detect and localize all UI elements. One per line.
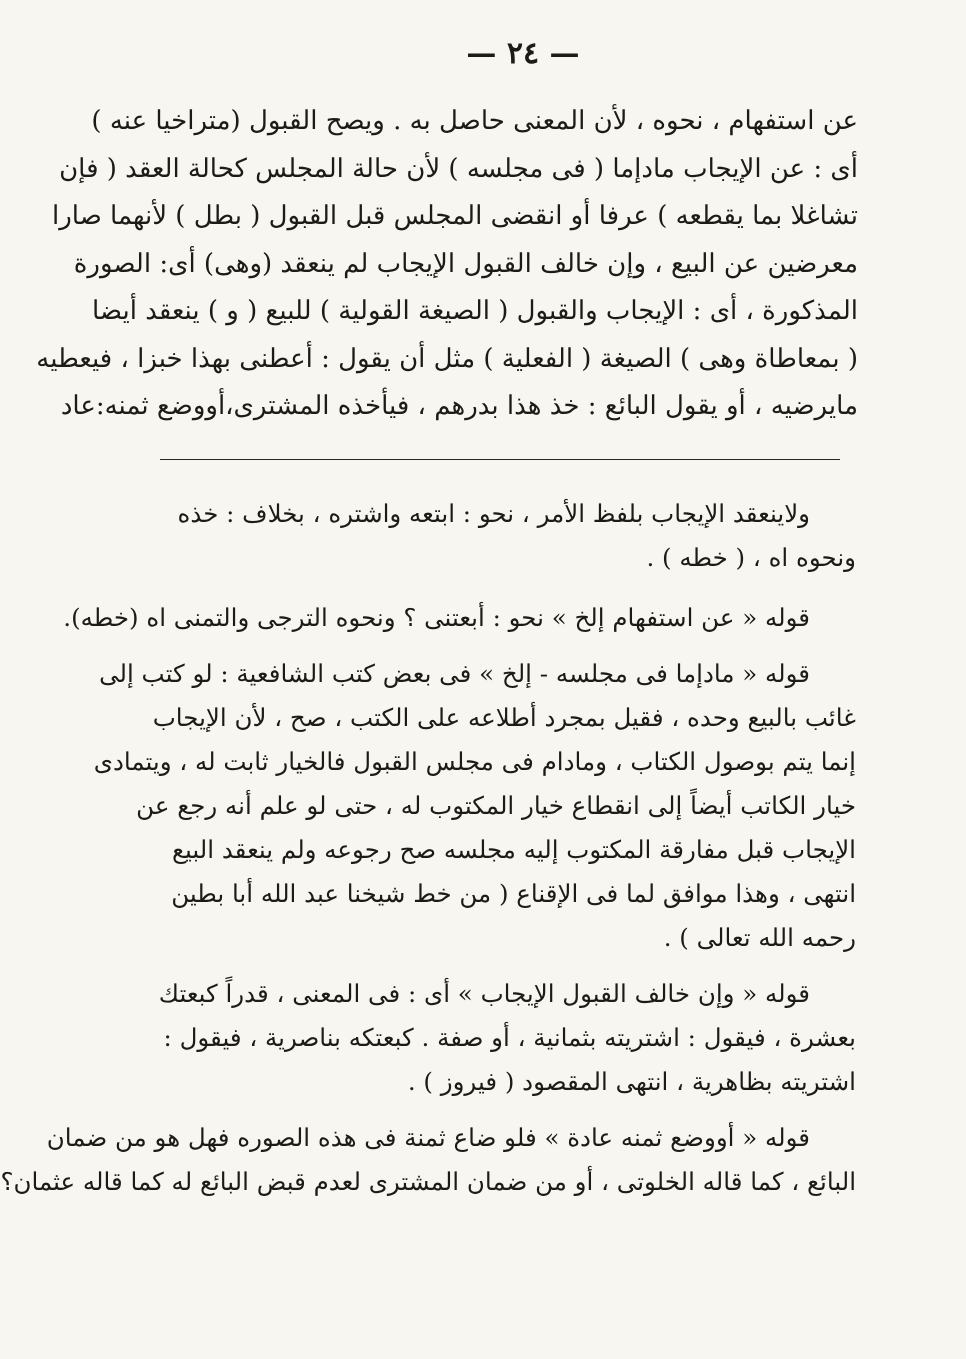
footnote-line: الإيجاب قبل مفارقة المكتوب إليه مجلسه صح رجوعه ولم ينعقد البيع bbox=[171, 835, 856, 864]
footnote-line: انتهى ، وهذا موافق لما فى الإقناع ( من خط شيخنا عبد الله أبا بطين bbox=[171, 879, 856, 908]
footnote-line: ونحوه اه ، ( خطه ) . bbox=[646, 543, 856, 572]
main-text-line: مايرضيه ، أو يقول البائع : خذ هذا بدرهم ، فيأخذه المشترى،أووضع ثمنه:عاد bbox=[60, 391, 858, 421]
main-text-line: عن استفهام ، نحوه ، لأن المعنى حاصل به . ويصح القبول (متراخيا عنه ) bbox=[91, 106, 858, 136]
footnote-line: إنما يتم بوصول الكتاب ، ومادام فى مجلس القبول فالخيار ثابت له ، ويتمادى bbox=[93, 747, 856, 776]
footnote bbox=[0, 1116, 856, 1204]
footnote-line: قوله « عن استفهام إلخ » نحو : أبعتنى ؟ ونحوه الترجى والتمنى اه (خطه). bbox=[63, 603, 810, 632]
main-text-block bbox=[36, 98, 858, 431]
footnote-line: البائع ، كما قاله الخلوتى ، أو من ضمان المشترى لعدم قبض البائع له كما قاله عثمان؟ bbox=[0, 1167, 856, 1196]
main-text-line: تشاغلا بما يقطعه ) عرفا أو انقضى المجلس قبل القبول ( بطل ) لأنهما صارا bbox=[52, 201, 858, 231]
footnote-line: اشتريته بظاهرية ، انتهى المقصود ( فيروز ) . bbox=[407, 1067, 856, 1096]
main-text-line: معرضين عن البيع ، وإن خالف القبول الإيجاب لم ينعقد (وهى) أى: الصورة bbox=[73, 248, 858, 279]
footnote-line: غائب بالبيع وحده ، فقيل بمجرد أطلاعه على الكتب ، صح ، لأن الإيجاب bbox=[152, 703, 856, 732]
footnote bbox=[156, 492, 856, 580]
footnote-line: رحمه الله تعالى ) . bbox=[663, 923, 856, 952]
footnote-line: قوله « مادإما فى مجلسه - إلخ » فى بعض كتب الشافعية : لو كتب إلى bbox=[99, 659, 810, 688]
footnote-line: قوله « وإن خالف القبول الإيجاب » أى : فى المعنى ، قدراً كبعتك bbox=[158, 979, 810, 1008]
footnote-line: خيار الكاتب أيضاً إلى انقطاع خيار المكتوب له ، حتى لو علم أنه رجع عن bbox=[136, 791, 856, 820]
footnote-line: قوله « أووضع ثمنه عادة » فلو ضاع ثمنة فى هذه الصوره فهل هو من ضمان bbox=[46, 1123, 810, 1152]
footnotes-section bbox=[0, 492, 856, 1218]
footnote-line: ولاينعقد الإيجاب بلفظ الأمر ، نحو : ابتعه واشتره ، بخلاف : خذه bbox=[177, 499, 810, 528]
page-number: — ٢٤ — bbox=[466, 36, 580, 71]
main-text-line: المذكورة ، أى : الإيجاب والقبول ( الصيغة القولية ) للبيع ( و ) ينعقد أيضا bbox=[92, 296, 858, 326]
footnote bbox=[93, 652, 856, 960]
footnote-divider bbox=[160, 459, 840, 460]
footnote-line: بعشرة ، فيقول : اشتريته بثمانية ، أو صفة . كبعتكه بناصرية ، فيقول : bbox=[163, 1023, 856, 1052]
footnote bbox=[156, 972, 856, 1104]
main-text-line: ( بمعاطاة وهى ) الصيغة ( الفعلية ) مثل أن يقول : أعطنى بهذا خبزا ، فيعطيه bbox=[36, 343, 858, 374]
main-text-line: أى : عن الإيجاب مادإما ( فى مجلسه ) لأن حالة المجلس كحالة العقد ( فإن bbox=[59, 153, 858, 184]
footnote bbox=[63, 596, 856, 640]
